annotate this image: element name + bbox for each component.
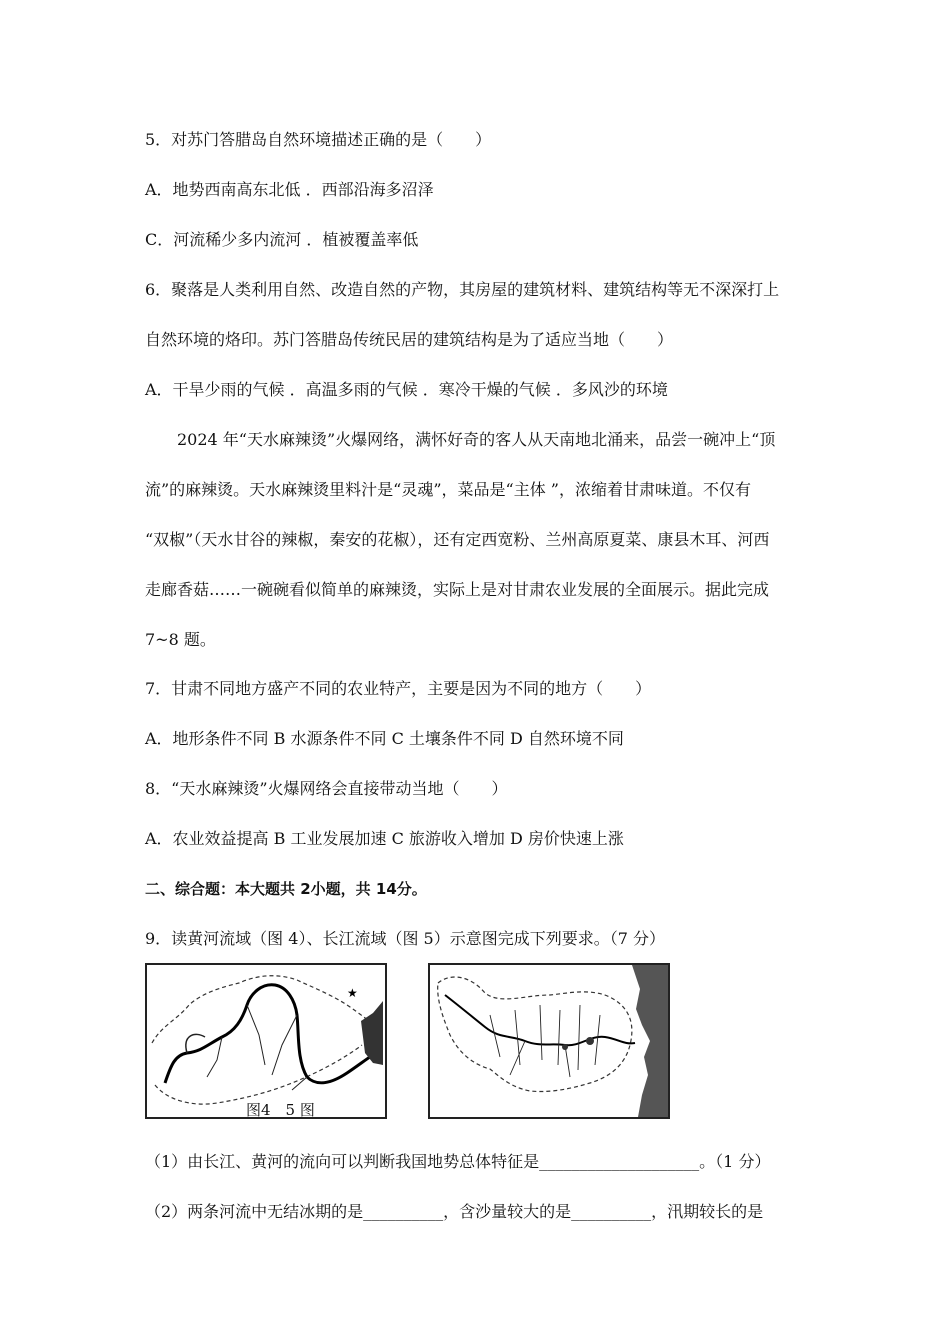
passage-line-5: 7~8 题。: [145, 630, 216, 649]
question-6-line-1: 6．聚落是人类利用自然、改造自然的产物，其房屋的建筑材料、建筑结构等无不深深打上: [145, 280, 780, 299]
yellow-river-map: [145, 963, 387, 1119]
question-5: 5．对苏门答腊岛自然环境描述正确的是（ ）: [145, 130, 492, 149]
question-5-options-ab: A．地势西南高东北低 ．西部沿海多沼泽: [145, 180, 434, 199]
question-7: 7．甘肃不同地方盛产不同的农业特产，主要是因为不同的地方（ ）: [145, 679, 652, 698]
yellow-river-map-drawing: [147, 965, 385, 1117]
question-6-line-2: 自然环境的烙印。苏门答腊岛传统民居的建筑结构是为了适应当地（ ）: [145, 330, 674, 349]
passage-line-2: 流”的麻辣烫。天水麻辣烫里料汁是“灵魂”，菜品是“主体 ”，浓缩着甘肃味道。不仅有: [145, 480, 751, 499]
question-7-options: A．地形条件不同 B 水源条件不同 C 土壤条件不同 D 自然环境不同: [145, 729, 624, 748]
question-6-options: A．干旱少雨的气候 ．高温多雨的气候 ．寒冷干燥的气候 ．多风沙的环境: [145, 380, 668, 399]
question-8: 8．“天水麻辣烫”火爆网络会直接带动当地（ ）: [145, 779, 508, 798]
yangtze-river-map-drawing: [430, 965, 668, 1117]
question-9: 9．读黄河流域（图 4）、长江流域（图 5）示意图完成下列要求。（7 分）: [145, 929, 665, 948]
question-5-options-cd: C．河流稀少多内流河 ．植被覆盖率低: [145, 230, 419, 249]
star-marker-icon: ★: [347, 986, 358, 1000]
yangtze-river-map: [428, 963, 670, 1119]
passage-line-4: 走廊香菇……一碗碗看似简单的麻辣烫，实际上是对甘肃农业发展的全面展示。据此完成: [145, 580, 770, 599]
question-9-part-1: （1）由长江、黄河的流向可以判断我国地势总体特征是____________________。（1 分）: [145, 1152, 771, 1171]
question-9-part-2: （2）两条河流中无结冰期的是__________，含沙量较大的是__________，汛期较长的是: [145, 1202, 764, 1221]
figure-caption: 图4 5 图: [246, 1101, 315, 1119]
section-2-heading: 二、综合题：本大题共 2小题，共 14分。: [145, 880, 427, 898]
passage-line-1: 2024 年“天水麻辣烫”火爆网络，满怀好奇的客人从天南地北涌来，品尝一碗冲上“顶: [177, 430, 776, 449]
passage-line-3: “双椒”（天水甘谷的辣椒，秦安的花椒），还有定西宽粉、兰州高原夏菜、康县木耳、河西: [145, 530, 770, 549]
question-8-options: A．农业效益提高 B 工业发展加速 C 旅游收入增加 D 房价快速上涨: [145, 829, 624, 848]
